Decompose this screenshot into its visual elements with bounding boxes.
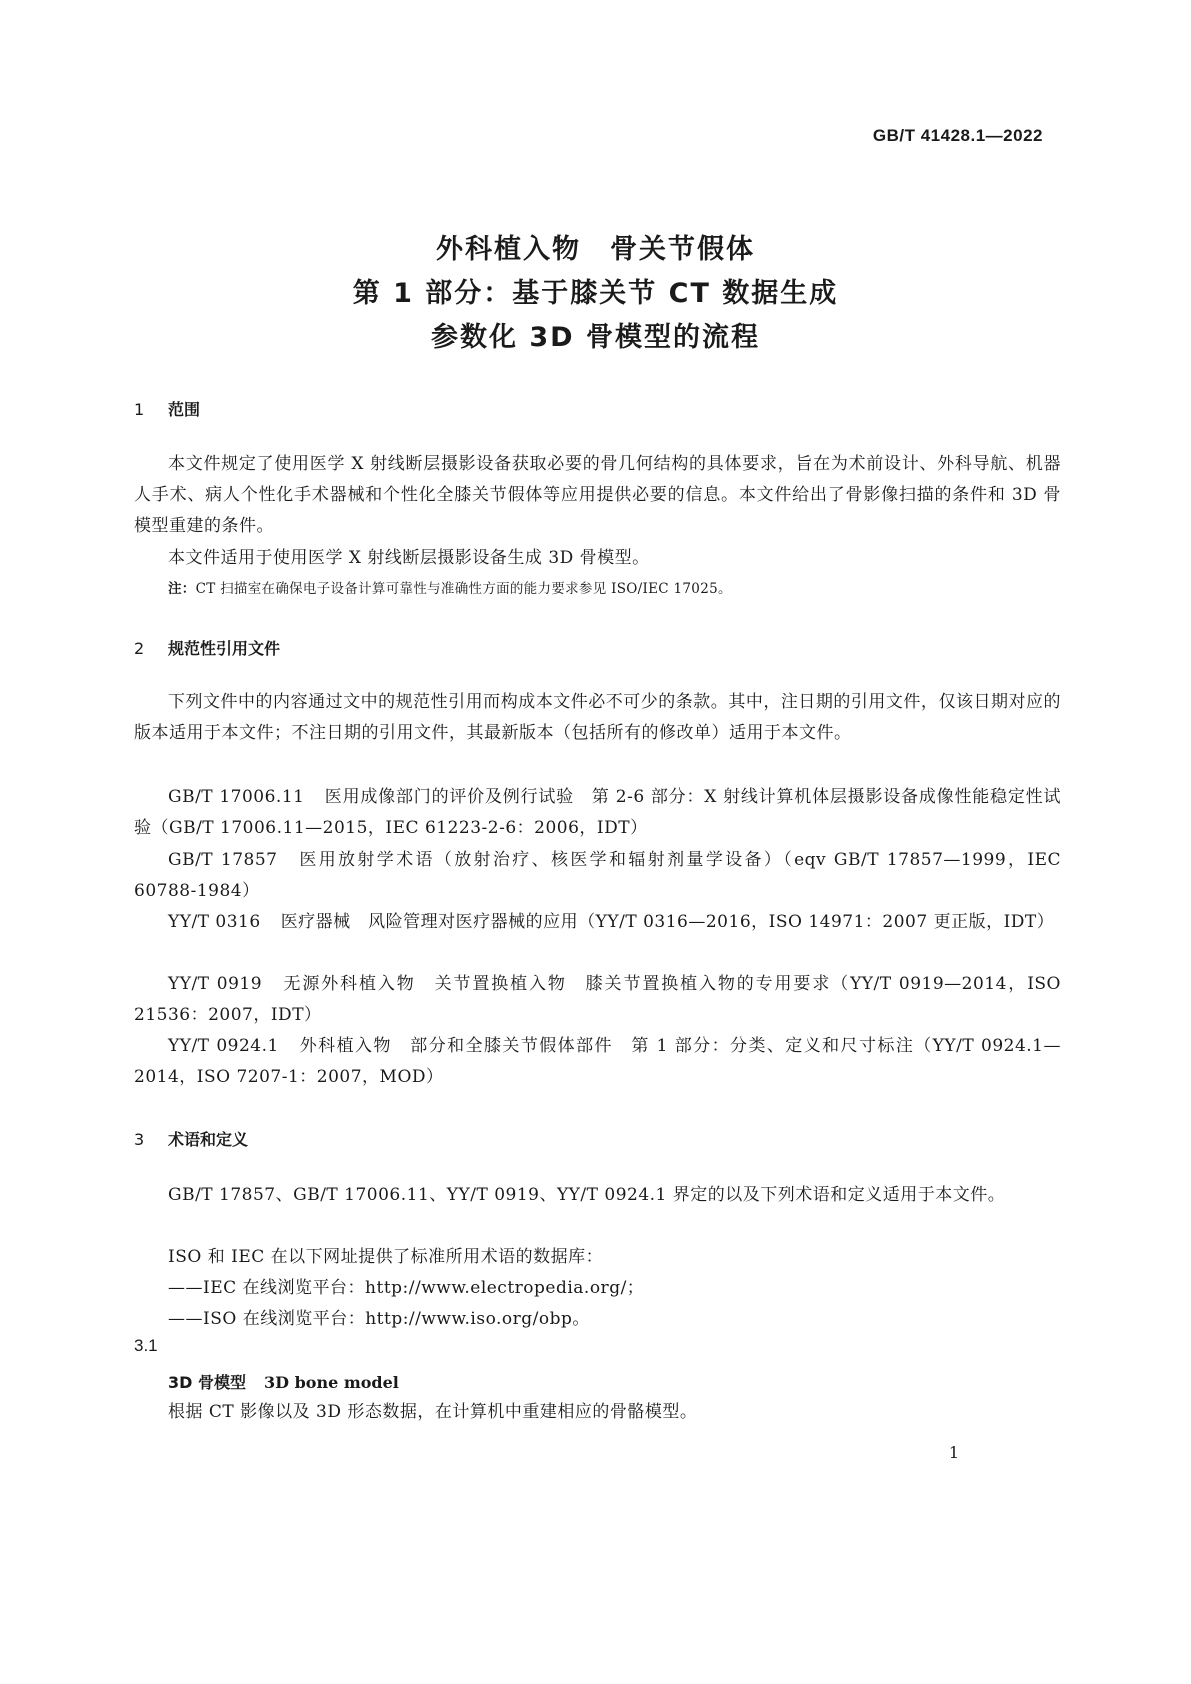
reference-code: YY/T 0316 [168,912,261,932]
title-line-1: 外科植入物 骨关节假体 [436,234,755,265]
page-number: 1 [948,1443,959,1462]
document-title [0,228,1191,360]
section-number: 1 [134,400,145,419]
iso-platform-link[interactable]: ——ISO 在线浏览平台：http://www.iso.org/obp。 [168,1309,590,1329]
section-title: 规范性引用文件 [168,639,281,658]
reference-text: 无源外科植入物 关节置换植入物 膝关节置换植入物的专用要求（YY/T 0919—2014，ISO 21536：2007，IDT） [134,974,1061,1025]
scope-applicability: 本文件适用于使用医学 X 射线断层摄影设备生成 3D 骨模型。 [168,548,650,568]
note-label: 注： [168,581,196,597]
reference-text: 外科植入物 部分和全膝关节假体部件 第 1 部分：分类、定义和尺寸标注（YY/T 0924.1—2014，ISO 7207-1：2007，MOD） [134,1036,1061,1087]
normative-intro: 下列文件中的内容通过文中的规范性引用而构成本文件必不可少的条款。其中，注日期的引用文件，仅该日期对应的版本适用于本文件；不注日期的引用文件，其最新版本（包括所有的修改单）适用于本文件。 [134,692,1061,743]
reference-text: 医用放射学术语（放射治疗、核医学和辐射剂量学设备）（eqv GB/T 17857—1999，IEC 60788-1984） [134,850,1062,901]
reference-item [134,1031,1061,1093]
section-number: 3 [134,1130,145,1149]
reference-item [134,907,1061,938]
reference-code: GB/T 17006.11 [168,787,305,807]
term-number: 3.1 [134,1336,158,1355]
term-definition: 根据 CT 影像以及 3D 形态数据，在计算机中重建相应的骨骼模型。 [168,1402,698,1422]
reference-code: YY/T 0924.1 [168,1036,279,1056]
section-3-heading [134,1127,248,1150]
standard-number: GB/T 41428.1—2022 [872,126,1043,145]
reference-text: 医疗器械 风险管理对医疗器械的应用（YY/T 0316—2016，ISO 14971：2007 更正版，IDT） [280,912,1055,932]
scope-note [168,578,1058,600]
section-title: 范围 [168,400,201,419]
note-text: CT 扫描室在确保电子设备计算可靠性与准确性方面的能力要求参见 ISO/IEC 17025。 [195,581,732,597]
section-title: 术语和定义 [168,1130,249,1149]
term-title [168,1370,399,1393]
section-number: 2 [134,639,145,658]
reference-item [134,782,1061,844]
title-line-2: 第 1 部分：基于膝关节 CT 数据生成 [352,278,839,309]
reference-item [134,845,1061,907]
iec-platform-link[interactable]: ——IEC 在线浏览平台：http://www.electropedia.org/； [168,1278,645,1298]
reference-item [134,969,1061,1031]
reference-code: YY/T 0919 [168,974,263,994]
terms-intro: GB/T 17857、GB/T 17006.11、YY/T 0919、YY/T 0924.1 界定的以及下列术语和定义适用于本文件。 [168,1185,1006,1205]
terms-database-intro: ISO 和 IEC 在以下网址提供了标准所用术语的数据库： [168,1247,604,1267]
section-1-heading [134,397,200,420]
reference-code: GB/T 17857 [168,850,278,870]
title-line-3: 参数化 3D 骨模型的流程 [431,322,760,353]
section-2-heading [134,636,280,659]
term-title-zh: 3D 骨模型 [168,1373,246,1392]
reference-text: 医用成像部门的评价及例行试验 第 2-6 部分：X 射线计算机体层摄影设备成像性能稳定性试验（GB/T 17006.11—2015，IEC 61223-2-6：2006，IDT） [134,787,1061,838]
scope-paragraph: 本文件规定了使用医学 X 射线断层摄影设备获取必要的骨几何结构的具体要求，旨在为术前设计、外科导航、机器人手术、病人个性化手术器械和个性化全膝关节假体等应用提供必要的信息。本文件给出了骨影像扫描的条件和 3D 骨模型重建的条件。 [134,454,1061,536]
term-title-en: 3D bone model [264,1373,399,1392]
